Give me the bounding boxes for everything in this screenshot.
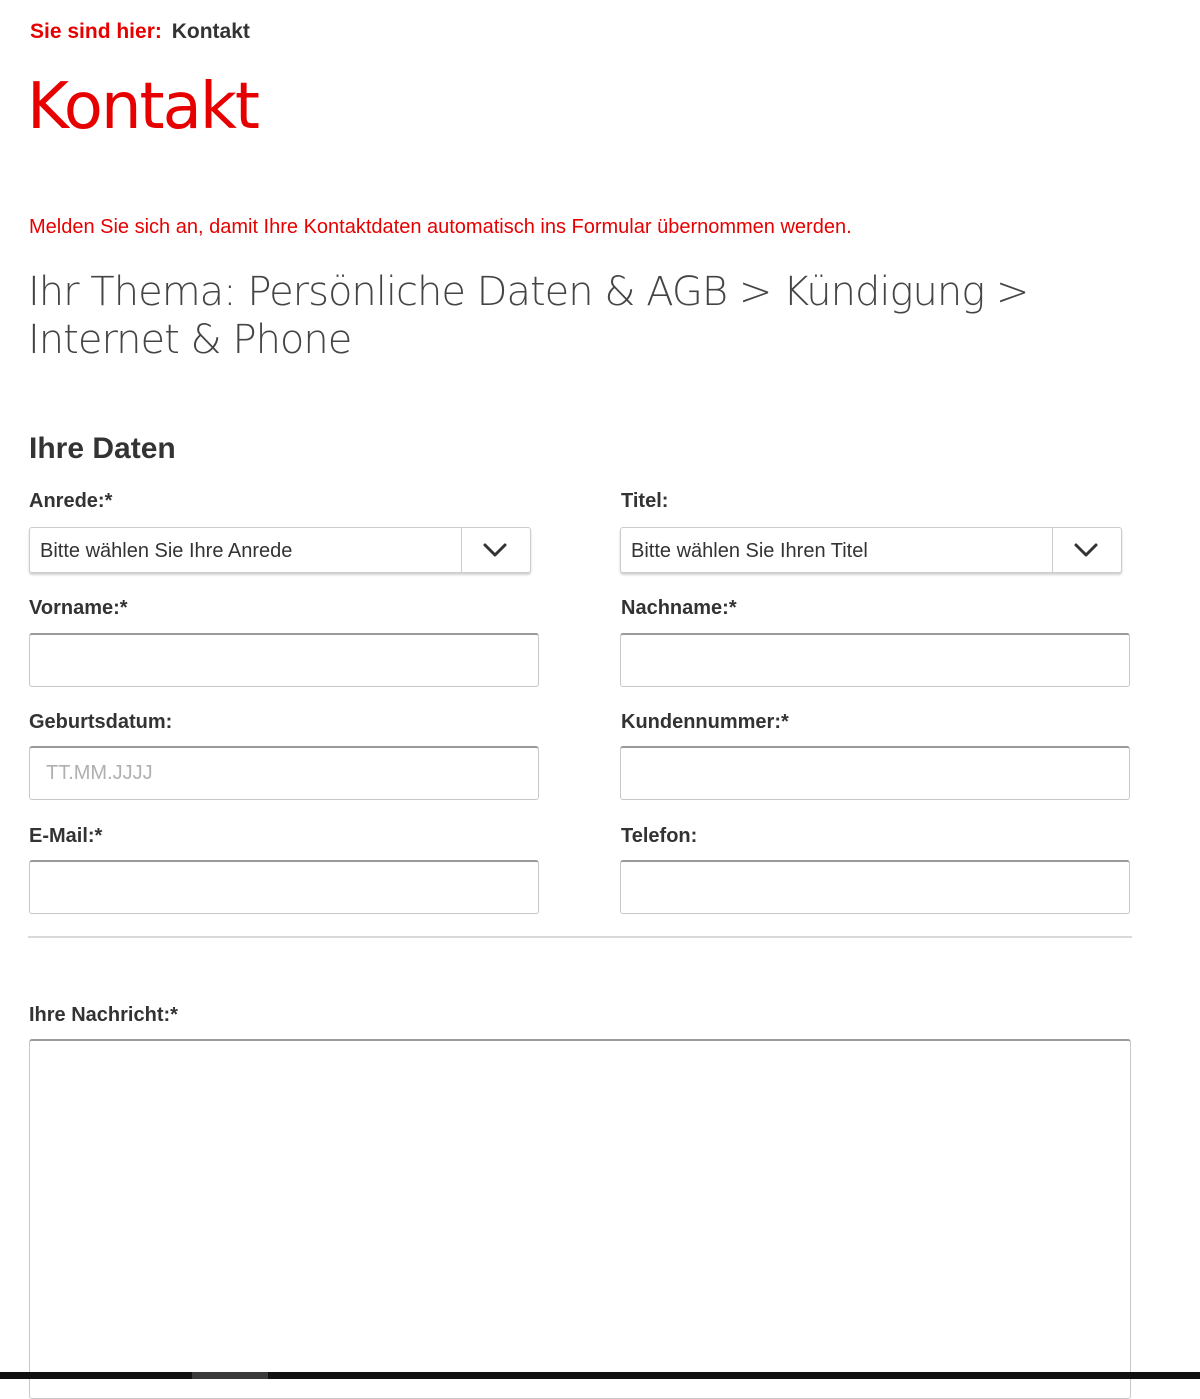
telefon-input[interactable] <box>620 860 1130 914</box>
kundennummer-label: Kundennummer:* <box>621 711 789 733</box>
anrede-label: Anrede:* <box>29 490 113 512</box>
bottom-bar-item[interactable] <box>192 1372 268 1379</box>
kundennummer-input[interactable] <box>620 746 1130 800</box>
vorname-label: Vorname:* <box>29 597 128 619</box>
chevron-down-icon <box>1073 541 1099 559</box>
email-input[interactable] <box>29 860 539 914</box>
page-title: Kontakt <box>27 70 258 144</box>
nachricht-label: Ihre Nachricht:* <box>29 1004 178 1026</box>
chevron-down-icon <box>482 541 508 559</box>
login-hint-link[interactable]: Melden Sie sich an, damit Ihre Kontaktdaten automatisch ins Formular übernommen werden. <box>29 216 852 238</box>
nachname-input[interactable] <box>620 633 1130 687</box>
titel-select[interactable] <box>620 527 1122 573</box>
breadcrumb-current[interactable]: Kontakt <box>171 20 250 43</box>
nachname-label: Nachname:* <box>621 597 737 619</box>
titel-dropdown-toggle[interactable] <box>1052 528 1121 572</box>
breadcrumb <box>30 20 250 44</box>
topic-heading: Ihr Thema: Persönliche Daten & AGB > Kündigung > Internet & Phone <box>28 269 1029 363</box>
section-title: Ihre Daten <box>29 432 176 465</box>
nachricht-textarea[interactable] <box>29 1039 1131 1399</box>
titel-label: Titel: <box>621 490 669 512</box>
vorname-input[interactable] <box>29 633 539 687</box>
geburtsdatum-label: Geburtsdatum: <box>29 711 173 733</box>
anrede-selected-value: Bitte wählen Sie Ihre Anrede <box>40 540 293 562</box>
breadcrumb-prefix: Sie sind hier: <box>30 20 162 43</box>
anrede-select[interactable] <box>29 527 531 573</box>
bottom-bar <box>0 1372 1200 1379</box>
titel-selected-value: Bitte wählen Sie Ihren Titel <box>631 540 868 562</box>
geburtsdatum-input[interactable] <box>29 746 539 800</box>
email-label: E-Mail:* <box>29 825 103 847</box>
section-divider <box>28 936 1132 938</box>
anrede-dropdown-toggle[interactable] <box>461 528 530 572</box>
telefon-label: Telefon: <box>621 825 698 847</box>
